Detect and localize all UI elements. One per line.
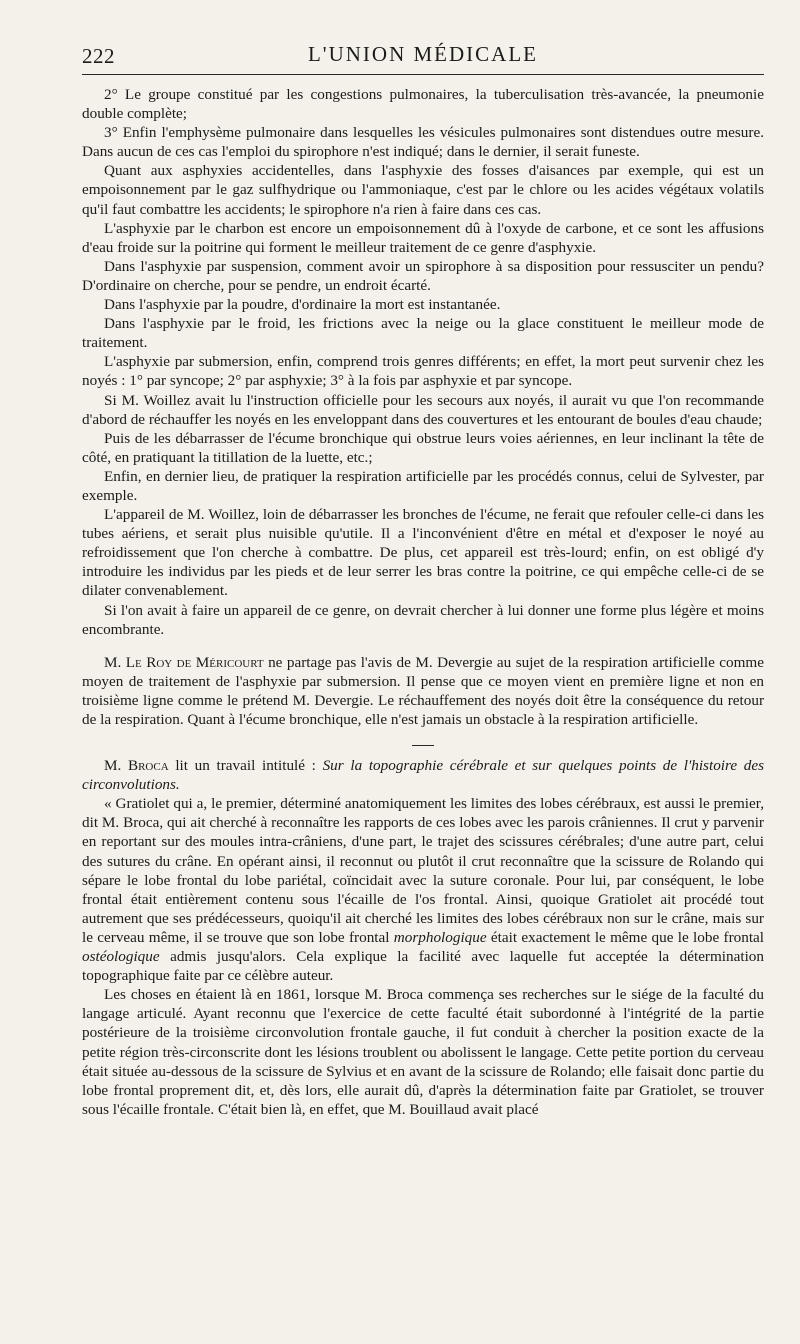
running-head: L'UNION MÉDICALE (307, 42, 538, 66)
paragraph: Les choses en étaient là en 1861, lorsque M. Broca commença ses recherches sur le siége de la faculté du langage articulé. Ayant reconnu que l'exercice de cette faculté était subordonné à l'intégrité de la partie postérieure de la troisième circonvolution frontale gauche, il fut conduit à chercher la position exacte de la petite région très-circonscrite dont les lésions troublent ou abolissent le langage. Cette petite portion du cerveau était située au-dessous de la scissure de Sylvius et en avant de la scissure de Rolando; elle faisait donc partie du lobe frontal proprement dit, et, dès lors, elle aurait dû, d'après la détermination faite par Gratiolet, se trouver sous l'écaille frontale. C'était bien là, en effet, que M. Bouillaud avait placé (82, 986, 764, 1118)
paragraph-text: ne partage pas l'avis de M. Devergie au sujet de la respiration artificielle comme moyen de traitement de l'asphyxie par submersion. Il pense que ce moyen vient en première ligne et non en troisième ligne comme le prétend M. Devergie. Le réchauffement des noyés doit être la conséquence du retour de la respiration. Quant à l'écume bronchique, elle n'est jamais un obstacle à la respiration artificielle. (82, 653, 764, 728)
paragraph: Si l'on avait à faire un appareil de ce genre, on devrait chercher à lui donner une forme plus légère et moins encombrante. (82, 601, 764, 638)
work-title: Sur la topographie cérébrale et sur quelques points de l'histoire des circonvolutions. (82, 757, 765, 794)
article-body (82, 85, 764, 1119)
paragraph: Enfin, en dernier lieu, de pratiquer la respiration artificielle par les procédés connus, celui de Sylvester, par exemple. (82, 467, 764, 504)
paragraph-text: lit un travail intitulé : (168, 757, 323, 775)
paragraph-text: était exactement le même que le lobe frontal (486, 928, 764, 946)
paragraph: Dans l'asphyxie par suspension, comment avoir un spirophore à sa disposition pour ressusciter un pendu? D'ordinaire on cherche, pour se pendre, un endroit écarté. (82, 257, 764, 294)
paragraph: Dans l'asphyxie par le froid, les frictions avec la neige ou la glace constituent le meilleur mode de traitement. (82, 315, 764, 352)
paragraph: 3° Enfin l'emphysème pulmonaire dans lesquelles les vésicules pulmonaires sont distendues outre mesure. Dans aucun de ces cas l'emploi du spirophore n'est indiqué; dans le dernier, il serait funeste. (82, 124, 764, 161)
paragraph-text: « Gratiolet qui a, le premier, déterminé anatomiquement les limites des lobes cérébraux, est aussi le premier, dit M. Broca, qui ait cherché à reconnaître les rapports de ces lobes avec les parois crâniennes. Il crut y parvenir en reportant sur des moules intra-crâniens, d'une part, le trajet des scissures cérébrales; d'une autre part, celui des sutures du crâne. En opérant ainsi, il reconnut ou plutôt il crut reconnaître que la scissure de Rolando qui sépare le lobe frontal du lobe pariétal, coïncidait avec la suture coronale. Pour lui, par conséquent, le lobe frontal était entièrement contenu sous l'écaille de l'os frontal. Ainsi, quoique Gratiolet ait procédé tout autrement que ses prédécesseurs, quoiqu'il ait cherché les limites des lobes cérébraux non sur le crâne, mais sur le cerveau même, il se trouve que son lobe frontal (82, 795, 764, 946)
paragraph: Dans l'asphyxie par la poudre, d'ordinaire la mort est instantanée. (104, 296, 501, 314)
paragraph: 2° Le groupe constitué par les congestions pulmonaires, la tuberculisation très-avancée, la pneumonie double complète; (82, 86, 764, 123)
speaker-name: M. Broca (104, 757, 169, 775)
paragraph-broca (82, 756, 764, 794)
section-divider (412, 745, 434, 746)
italic-term: ostéologique (82, 948, 160, 966)
paragraph-gratiolet (82, 794, 764, 985)
header-rule (82, 74, 764, 75)
paragraph: Puis de les débarrasser de l'écume bronchique qui obstrue leurs voies aériennes, en leur inclinant la tête de côté, en pratiquant la titillation de la luette, etc.; (82, 429, 764, 466)
speaker-name: M. Le Roy de Méricourt (104, 653, 264, 671)
paragraph: L'appareil de M. Woillez, loin de débarrasser les bronches de l'écume, ne ferait que refouler celle-ci dans les tubes aériens, et serait plus nuisible qu'utile. Il a l'inconvénient d'être en métal et d'exposer le noyé au refroidissement que l'on cherche à combattre. De plus, cet appareil est très-lourd; enfin, on est obligé d'y introduire les individus par les pieds et de leur serrer les bras contre la poitrine, ce qui empêche celle-ci de se dilater convenablement. (82, 506, 764, 600)
page-number: 222 (82, 44, 115, 68)
italic-term: morphologique (393, 928, 487, 946)
paragraph-text: admis jusqu'alors. Cela explique la facilité avec laquelle fut acceptée la détermination topographique faite par ce célèbre auteur. (82, 948, 764, 985)
paragraph: Si M. Woillez avait lu l'instruction officielle pour les secours aux noyés, il aurait vu que l'on recommande d'abord de réchauffer les noyés en les enveloppant dans des couvertures et les entourant de boules d'eau chaude; (82, 391, 764, 428)
paragraph-le-roy (82, 653, 764, 729)
paragraph: L'asphyxie par le charbon est encore un empoisonnement dû à l'oxyde de carbone, et ce sont les affusions d'eau froide sur la poitrine qui forment le meilleur traitement de ce genre d'asphyxie. (82, 219, 764, 256)
paragraph: L'asphyxie par submersion, enfin, comprend trois genres différents; en effet, la mort peut survenir chez les noyés : 1° par syncope; 2° par asphyxie; 3° à la fois par asphyxie et par syncope. (82, 353, 764, 390)
paragraph: Quant aux asphyxies accidentelles, dans l'asphyxie des fosses d'aisances par exemple, qui est un empoisonnement par le gaz sulfhydrique ou l'ammoniaque, c'est par le chlore ou les acides végétaux volatils qu'il faut combattre les accidents; le spirophore n'a rien à faire dans ces cas. (82, 162, 764, 218)
page-header (82, 38, 764, 72)
